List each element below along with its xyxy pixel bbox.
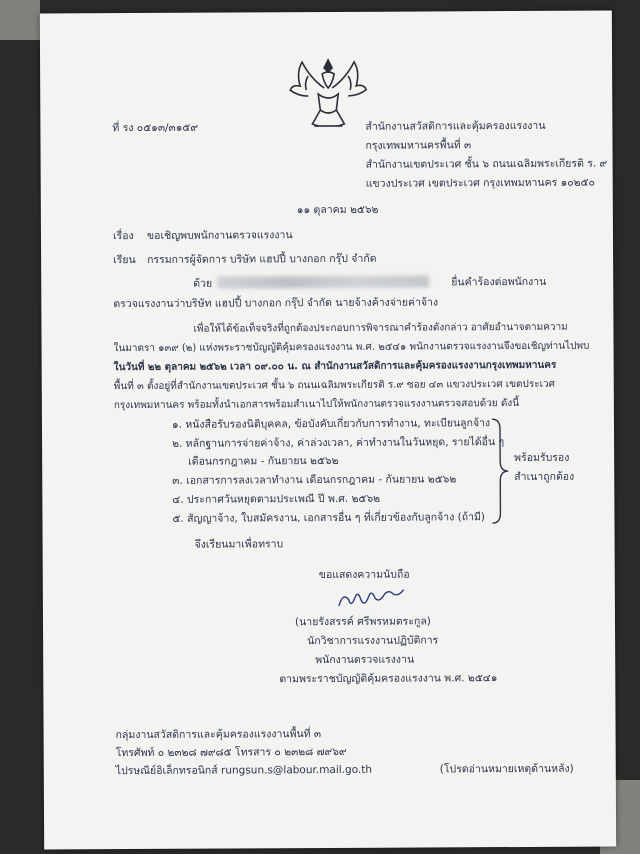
sender-line-1: สำนักงานสวัสดิการและคุ้มครองแรงงาน <box>365 119 546 133</box>
footer-email: ไปรษณีย์อิเล็กทรอนิกส์ rungsun.s@labour.mail.go.th <box>115 763 373 778</box>
letter-date: ๑๑ ตุลาคม ๒๕๖๒ <box>296 203 379 217</box>
brace-note-line-1: พร้อมรับรอง <box>514 451 570 465</box>
document-item-2: ๒. หลักฐานการจ่ายค่าจ้าง, ค่าล่วงเวลา, ค่าทำงานในวันหยุด, รายได้อื่น ๆ <box>172 436 505 450</box>
footer-note: (โปรดอ่านหมายเหตุด้านหลัง) <box>439 762 574 776</box>
document-item-3: ๓. เอกสารการลงเวลาทำงาน เดือนกรกฎาคม - กันยายน ๒๕๖๒ <box>172 473 457 487</box>
signer-role: พนักงานตรวจแรงงาน <box>315 653 415 667</box>
recipient: กรรมการผู้จัดการ บริษัท แฮปปี้ บางกอก กรุ๊ป จำกัด <box>147 252 377 266</box>
closing-line: จึงเรียนมาเพื่อทราบ <box>194 538 284 551</box>
letter-paper <box>40 11 616 850</box>
signer-name: (นายรังสรรค์ ศรีพรหมตระกูล) <box>294 615 431 629</box>
curly-brace-icon <box>490 417 511 525</box>
reference-number: ที่ รง ๐๕๑๓/๓๑๕๙ <box>112 121 199 135</box>
recipient-label: เรียน <box>113 254 136 267</box>
regards: ขอแสดงความนับถือ <box>318 568 410 582</box>
redacted-name <box>217 275 429 288</box>
document-item-5: ๕. สัญญาจ้าง, ใบสมัครงาน, เอกสารอื่น ๆ ที่เกี่ยวข้องกับลูกจ้าง (ถ้ามี) <box>172 511 486 525</box>
signer-authority: ตามพระราชบัญญัติคุ้มครองแรงงาน พ.ศ. ๒๕๔๑ <box>279 672 498 686</box>
document-item-1: ๑. หนังสือรับรองนิติบุคคล, ข้อบังคับเกี่ยวกับการทำงาน, ทะเบียนลูกจ้าง <box>171 417 491 431</box>
handwritten-signature <box>335 590 415 614</box>
para2-line2: ในมาตรา ๑๓๙ (๒) แห่งพระราชบัญญัติคุ้มครองแรงงาน พ.ศ. ๒๕๔๑ พนักงานตรวจแรงงานจึงขอเชิญท่านไปพบ <box>113 340 590 355</box>
footer-phone: โทรศัพท์ ๐ ๒๓๒๘ ๗๙๘๕ โทรสาร ๐ ๒๓๒๘ ๗๙๖๙ <box>115 745 347 760</box>
sender-line-3: สำนักงานเขตประเวศ ชั้น ๖ ถนนเฉลิมพระเกียรติ ร. ๙ <box>365 157 608 171</box>
document-item-4: ๔. ประกาศวันหยุดตามประเพณี ปี พ.ศ. ๒๕๖๒ <box>172 492 381 506</box>
para1-line2: ตรวจแรงงานว่าบริษัท แฮปปี้ บางกอก กรุ๊ป จำกัด นายจ้างค้างจ่ายค่าจ้าง <box>113 296 439 311</box>
para1-start: ด้วย <box>193 277 213 290</box>
para2-line1: เพื่อให้ได้ข้อเท็จจริงที่ถูกต้องประกอบการพิจารณาคำร้องดังกล่าว อาศัยอำนาจตามความ <box>193 321 568 335</box>
garuda-emblem-icon <box>288 54 368 136</box>
sender-line-2: กรุงเทพมหานครพื้นที่ ๓ <box>365 139 472 152</box>
tape-top-left <box>0 0 40 40</box>
para2-line4: พื้นที่ ๓ ตั้งอยู่ที่สำนักงานเขตประเวศ ชั้น ๖ ถนนเฉลิมพระเกียรติ ร.๙ ซอย ๔๓ แขวงประเวศ เขตประเวศ <box>113 378 556 393</box>
para1-end: ยื่นคำร้องต่อพนักงาน <box>451 275 547 289</box>
footer-unit: กลุ่มงานสวัสดิการและคุ้มครองแรงงานพื้นที่ ๓ <box>115 728 322 742</box>
subject-label: เรื่อง <box>112 230 134 243</box>
signer-position: นักวิชาการแรงงานปฏิบัติการ <box>307 634 439 648</box>
brace-note-line-2: สำเนาถูกต้อง <box>514 470 575 484</box>
document-item-2-cont: เดือนกรกฎาคม - กันยายน ๒๕๖๒ <box>188 454 339 468</box>
para2-line3: ในวันที่ ๒๒ ตุลาคม ๒๕๖๒ เวลา ๐๙.๐๐ น. ณ สำนักงานสวัสดิการและคุ้มครองแรงงานกรุงเทพมหานคร <box>113 359 557 374</box>
sender-line-4: แขวงประเวศ เขตประเวศ กรุงเทพมหานคร ๑๐๒๕๐ <box>365 176 595 190</box>
para2-line5: กรุงเทพมหานคร พร้อมทั้งนำเอกสารพร้อมสำเนาไปให้พนักงานตรวจแรงงานตรวจสอบด้วย ดังนี้ <box>113 397 520 412</box>
subject: ขอเชิญพบพนักงานตรวจแรงงาน <box>146 229 293 242</box>
